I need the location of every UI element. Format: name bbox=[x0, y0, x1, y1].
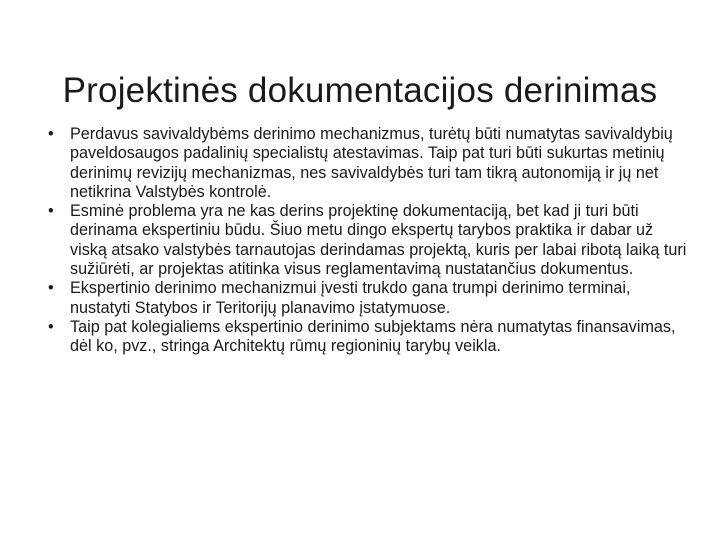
bullet-text: Taip pat kolegialiems ekspertinio derinimo subjektams nėra numatytas finansavimas, dėl ko, pvz., stringa Architektų rūmų regioninių tarybų veikla. bbox=[70, 317, 676, 356]
bullet-text: Perdavus savivaldybėms derinimo mechanizmus, turėtų būti numatytas savivaldybių paveldosaugos padalinių specialistų atestavimas. Taip pat turi būti sukurtas metinių derinimų revizijų mechanizmas, nes savivaldybės turi tam tikrą autonomiją ir jų net netikrina Valstybės kontrolė. bbox=[70, 125, 673, 201]
bullet-icon: • bbox=[48, 125, 54, 143]
bullet-item bbox=[48, 125, 688, 202]
bullet-text: Ekspertinio derinimo mechanizmui įvesti trukdo gana trumpi derinimo terminai, nustatyti Statybos ir Teritorijų planavimo įstatymuose. bbox=[70, 279, 631, 317]
slide-title: Projektinės dokumentacijos derinimas bbox=[62, 71, 658, 111]
bullet-text: Esminė problema yra ne kas derins projektinę dokumentaciją, bet kad ji turi būti derinama ekspertiniu būdu. Šiuo metu dingo ekspertų tarybos praktika ir dabar už viską atsako valstybės tarnautojas derindamas projektą, kuris per labai ribotą laiką turi sužiūrėti, ar projektas atitinka visus reglamentavimą nustatančius dokumentus. bbox=[70, 202, 687, 279]
bullet-list bbox=[48, 125, 688, 357]
bullet-icon: • bbox=[48, 317, 54, 336]
bullet-icon: • bbox=[48, 202, 54, 221]
bullet-icon: • bbox=[48, 279, 54, 298]
bullet-item bbox=[48, 318, 688, 357]
bullet-item bbox=[48, 202, 688, 279]
bullet-item bbox=[48, 279, 688, 318]
